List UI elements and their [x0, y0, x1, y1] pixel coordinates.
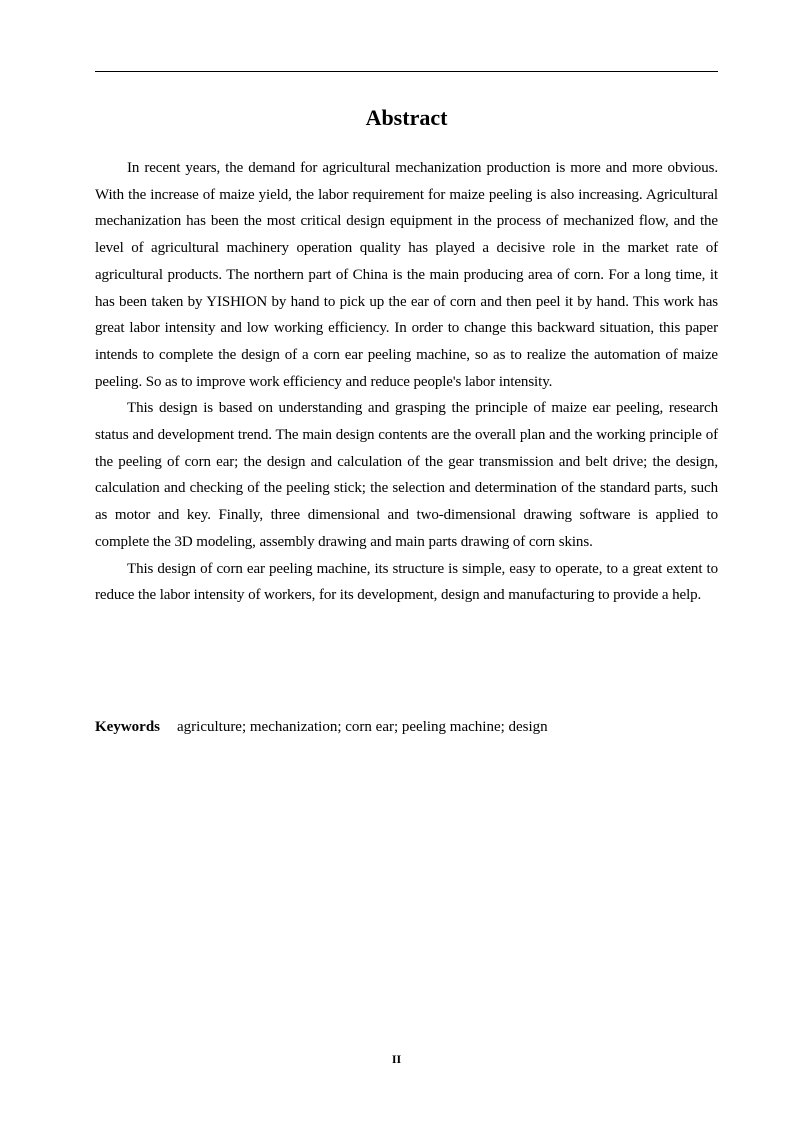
header-rule: [95, 71, 718, 72]
page-title: Abstract: [365, 105, 448, 130]
page-number: II: [391, 1052, 402, 1066]
keywords-line: [95, 714, 718, 741]
abstract-paragraph-2: This design is based on understanding and grasping the principle of maize ear peeling, research status and development trend. The main design contents are the overall plan and the working principle of the peeling of corn ear; the design and calculation of the gear transmission and belt drive; the design, calculation and checking of the peeling stick; the selection and determination of the standard parts, such as motor and key. Finally, three dimensional and two-dimensional drawing software is applied to complete the 3D modeling, assembly drawing and main parts drawing of corn skins.: [95, 400, 718, 550]
abstract-paragraph-3: This design of corn ear peeling machine, its structure is simple, easy to operate, to a great extent to reduce the labor intensity of workers, for its development, design and manufacturing to provide a help.: [95, 560, 718, 604]
keywords-label: Keywords: [95, 719, 160, 735]
keywords-text: agriculture; mechanization; corn ear; peeling machine; design: [177, 719, 548, 735]
abstract-body: [95, 155, 718, 609]
abstract-paragraph-1: In recent years, the demand for agricultural mechanization production is more and more obvious. With the increase of maize yield, the labor requirement for maize peeling is also increasing. Agricultural mechanization has been the most critical design equipment in the process of mechanized flow, and the level of agricultural machinery operation quality has played a decisive role in the market rate of agricultural products. The northern part of China is the main producing area of corn. For a long time, it has been taken by YISHION by hand to pick up the ear of corn and then peel it by hand. This work has great labor intensity and low working efficiency. In order to change this backward situation, this paper intends to complete the design of a corn ear peeling machine, so as to realize the automation of maize peeling. So as to improve work efficiency and reduce people's labor intensity.: [95, 160, 718, 390]
